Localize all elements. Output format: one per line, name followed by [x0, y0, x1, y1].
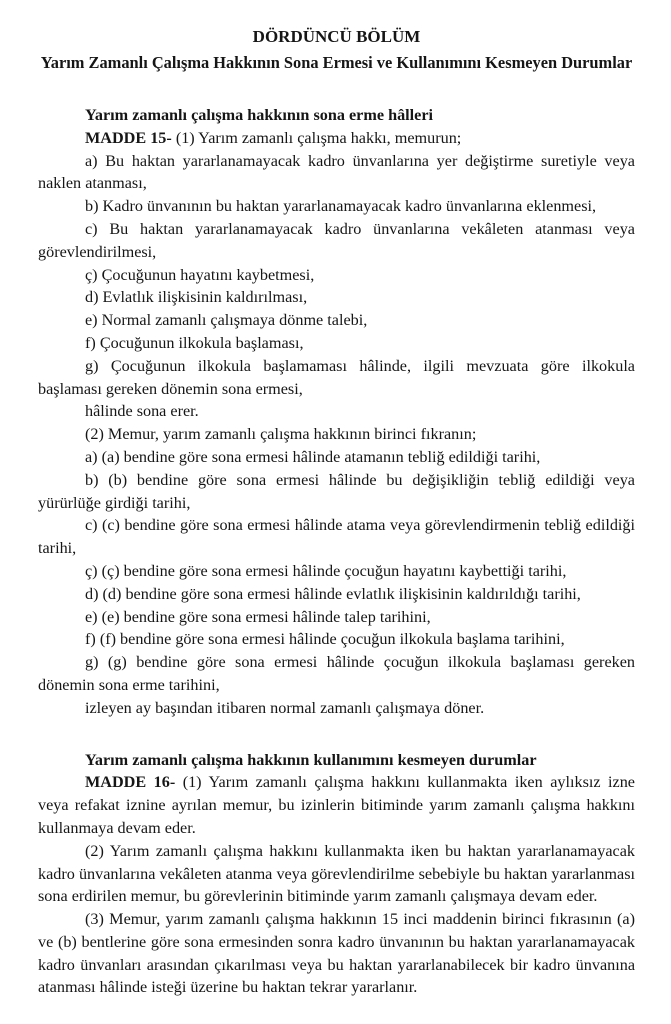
madde-15-2-item-b: b) (b) bendine göre sona ermesi hâlinde bu değişikliğin tebliğ edildiği veya yürürlüğe girdiği tarihi,: [38, 470, 635, 512]
madde-15-2-item-f: f) (f) bendine göre sona ermesi hâlinde çocuğun ilkokula başlama tarihini,: [85, 630, 565, 649]
section-heading-kesmeyen-durumlar: Yarım zamanlı çalışma hakkının kullanımını kesmeyen durumlar: [85, 750, 537, 769]
madde-15-2-closing-clause: izleyen ay başından itibaren normal zamanlı çalışmaya döner.: [85, 698, 485, 717]
chapter-title: DÖRDÜNCÜ BÖLÜM: [252, 27, 421, 46]
madde-15-item-d: d) Evlatlık ilişkisinin kaldırılması,: [85, 288, 308, 307]
madde-16-lead-text: (1) Yarım zamanlı çalışma hakkını kullanmakta iken aylıksız izne veya refakat iznine ayrılan memur, bu izinlerin bitiminde yarım zamanlı çalışma hakkını kullanmaya devam eder.: [38, 773, 635, 837]
madde-15-number: MADDE 15-: [85, 128, 172, 147]
madde-15-lead-text: (1) Yarım zamanlı çalışma hakkı, memurun;: [171, 128, 462, 147]
madde-15-item-c2: ç) Çocuğunun hayatını kaybetmesi,: [85, 265, 315, 284]
chapter-subtitle: Yarım Zamanlı Çalışma Hakkının Sona Ermesi ve Kullanımını Kesmeyen Durumlar: [40, 53, 633, 72]
madde-16-number: MADDE 16-: [85, 773, 176, 792]
madde-16-lead-paragraph: [38, 771, 635, 839]
section-heading-sona-erme: Yarım zamanlı çalışma hakkının sona erme hâlleri: [85, 106, 434, 124]
madde-15-2-item-e: e) (e) bendine göre sona ermesi hâlinde talep tarihini,: [85, 607, 431, 626]
madde-15-closing-clause: hâlinde sona erer.: [85, 402, 199, 421]
madde-15-item-b: b) Kadro ünvanının bu haktan yararlanamayacak kadro ünvanlarına eklenmesi,: [85, 197, 597, 216]
madde-15-2-item-g: g) (g) bendine göre sona ermesi hâlinde çocuğun ilkokula başlaması gereken dönemin sona erme tarihini,: [38, 653, 635, 694]
madde-16-fikra-2: (2) Yarım zamanlı çalışma hakkını kullanmakta iken bu haktan yararlanamayacak kadro ünvanlarına vekâleten atanma veya görevlendirilme sebebiyle bu haktan yararlanması sona erdirilen memur, bu görevlerinin bitiminde yarım zamanlı çalışmaya devam eder.: [38, 841, 635, 906]
madde-15-item-f: f) Çocuğunun ilkokula başlaması,: [85, 333, 304, 352]
madde-15-2-item-c2: ç) (ç) bendine göre sona ermesi hâlinde çocuğun hayatını kaybettiği tarihi,: [85, 561, 567, 580]
madde-16-fikra-3: (3) Memur, yarım zamanlı çalışma hakkının 15 inci maddenin birinci fıkrasının (a) ve (b) bentlerine göre sona ermesinden sonra kadro ünvanının bu haktan yararlanamayacak kadro ünvanları arasından çıkarılması veya bu haktan yararlanabilecek bir kadro ünvanına atanması hâlinde isteği üzerine bu haktan tekrar yararlanır.: [38, 910, 635, 997]
madde-15-2-item-a: a) (a) bendine göre sona ermesi hâlinde atamanın tebliğ edildiği tarihi,: [85, 447, 541, 466]
madde-15-2-item-d: d) (d) bendine göre sona ermesi hâlinde evlatlık ilişkisinin kaldırıldığı tarihi,: [85, 584, 581, 603]
madde-15-item-a: a) Bu haktan yararlanamayacak kadro ünvanlarına yer değiştirme suretiyle veya naklen atanması,: [38, 151, 635, 193]
madde-15-fikra-2: (2) Memur, yarım zamanlı çalışma hakkının birinci fıkranın;: [85, 425, 477, 444]
madde-15-item-c: c) Bu haktan yararlanamayacak kadro ünvanlarına vekâleten atanması veya görevlendirilmesi,: [38, 219, 635, 261]
madde-15-lead-paragraph: [38, 127, 635, 150]
madde-15-item-e: e) Normal zamanlı çalışmaya dönme talebi,: [85, 311, 368, 330]
madde-15-2-item-c: c) (c) bendine göre sona ermesi hâlinde atama veya görevlendirmenin tebliğ edildiği tarihi,: [38, 516, 635, 558]
madde-15-item-g: g) Çocuğunun ilkokula başlamaması hâlinde, ilgili mevzuata göre ilkokula başlaması gereken dönemin sona ermesi,: [38, 356, 635, 398]
